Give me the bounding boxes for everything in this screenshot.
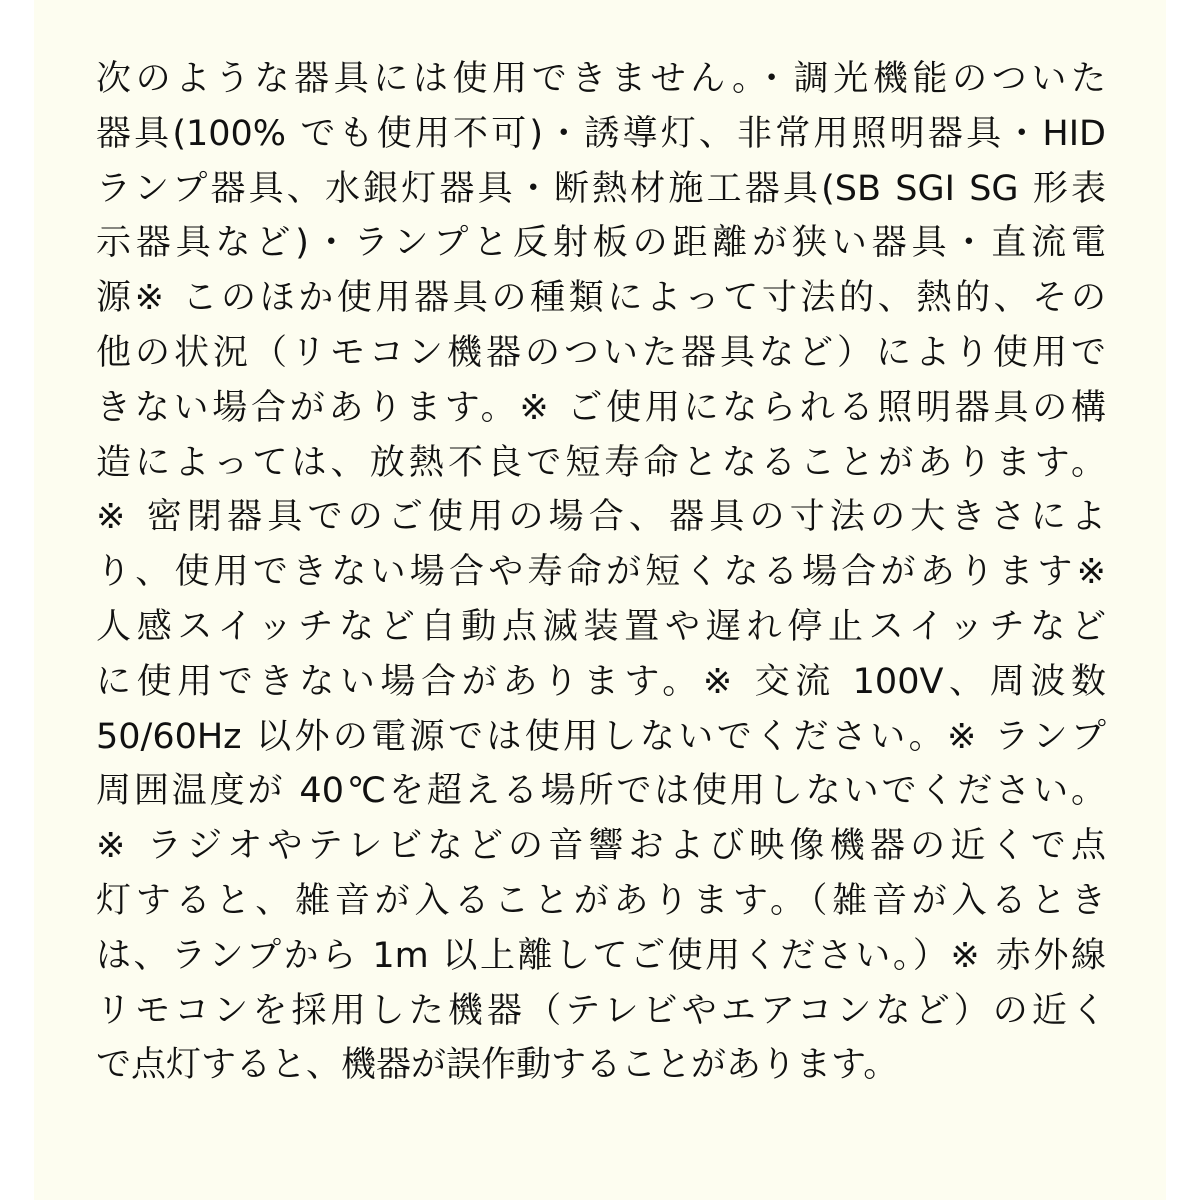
notice-line: 示器具など)・ランプと反射板の距離が狭い器具・直流電 [96,223,1106,264]
notice-line: 50/60Hz 以外の電源では使用しないでください。※ ランプ [96,716,1106,757]
notice-line: で点灯すると、機器が誤作動することがあります。 [96,1045,899,1086]
notice-line: 器具(100% でも使用不可)・誘導灯、非常用照明器具・HID [96,113,1106,154]
notice-line: に使用できない場合があります。※ 交流 100V、周波数 [96,661,1106,702]
notice-line: ※ ラジオやテレビなどの音響および映像機器の近くで点 [96,826,1106,867]
notice-line: ランプ器具、水銀灯器具・断熱材施工器具(SB SGI SG 形表 [96,168,1106,209]
notice-line: ※ 密閉器具でのご使用の場合、器具の寸法の大きさによ [96,497,1106,538]
notice-line: 他の状況（リモコン機器のついた器具など）により使用で [96,332,1106,373]
notice-line: は、ランプから 1m 以上離してご使用ください。）※ 赤外線 [96,935,1106,976]
notice-line: 人感スイッチなど自動点滅装置や遅れ停止スイッチなど [96,606,1106,647]
notice-line: 灯すると、雑音が入ることがあります。（雑音が入るとき [96,880,1106,921]
usage-restrictions-text [96,52,1106,1093]
notice-line: 源※ このほか使用器具の種類によって寸法的、熱的、その [96,278,1106,319]
notice-line: きない場合があります。※ ご使用になられる照明器具の構 [96,387,1106,428]
notice-line: 周囲温度が 40℃を超える場所では使用しないでください。 [96,771,1106,812]
notice-line: 造によっては、放熱不良で短寿命となることがあります。 [96,442,1106,483]
notice-line: リモコンを採用した機器（テレビやエアコンなど）の近く [96,990,1106,1031]
notice-panel [34,0,1166,1200]
notice-line: 次のような器具には使用できません。・調光機能のついた [96,59,1106,99]
notice-line: り、使用できない場合や寿命が短くなる場合があります※ [96,552,1106,593]
